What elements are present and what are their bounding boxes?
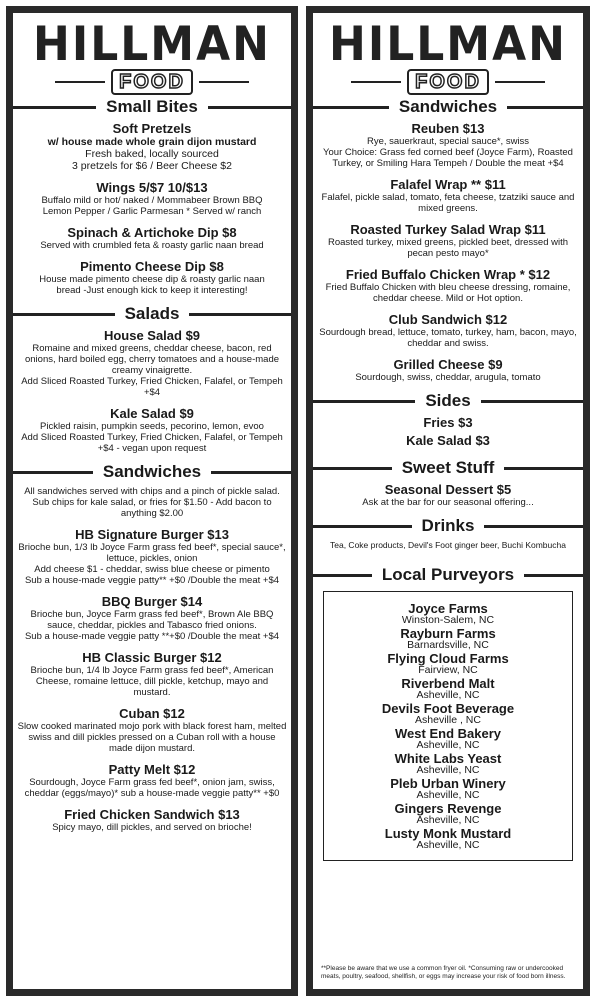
item-desc: Buffalo mild or hot/ naked / Mommabeer Brown BBQ (41, 195, 263, 206)
item-name: Wings 5/$7 10/$13 (96, 180, 208, 195)
menu-item (317, 267, 579, 304)
purveyor-location: Asheville, NC (416, 764, 480, 776)
item-desc: Brioche bun, 1/3 lb Joyce Farm grass fed beef*, special sauce*, lettuce, pickles, onion (18, 542, 286, 564)
menu-item (17, 259, 287, 296)
menu-item (17, 527, 287, 586)
item-desc: Add Sliced Roasted Turkey, Fried Chicken, Falafel, or Tempeh +$4 (21, 376, 283, 398)
divider (189, 313, 291, 316)
item-name: HB Signature Burger $13 (75, 527, 229, 542)
menu-item (17, 706, 287, 754)
item-name: BBQ Burger $14 (101, 594, 203, 609)
item-desc: Brioche bun, Joyce Farm grass fed beef*, Brown Ale BBQ sauce, cheddar, pickles and Tabasco fried onions. (30, 609, 274, 631)
divider (211, 471, 291, 474)
item-name: Patty Melt $12 (108, 762, 196, 777)
purveyor-location: Asheville, NC (416, 839, 480, 851)
menu-item (317, 415, 579, 448)
menu-item (17, 180, 287, 217)
item-desc: Roasted turkey, mixed greens, pickled beet, dressed with pecan pesto mayo* (327, 237, 569, 259)
section-title: Sandwiches (398, 97, 498, 116)
item-desc: Ask at the bar for our seasonal offering... (362, 497, 534, 508)
item-name: Cuban $12 (119, 706, 185, 721)
divider (13, 106, 96, 109)
menu-item (17, 762, 287, 799)
divider (208, 106, 291, 109)
menu-item (317, 482, 579, 508)
divider (495, 81, 545, 83)
section-salads (13, 304, 291, 324)
item-desc: 3 pretzels for $6 / Beer Cheese $2 (72, 160, 232, 172)
purveyor-item (328, 652, 568, 676)
section-title: Sandwiches (102, 462, 202, 481)
divider (313, 467, 392, 470)
menu-item (17, 807, 287, 833)
item-desc: House made pimento cheese dip & roasty garlic naan (39, 274, 265, 285)
item-desc: Sourdough, swiss, cheddar, arugula, tomato (355, 372, 541, 383)
item-desc: Pickled raisin, pumpkin seeds, pecorino, lemon, evoo (40, 421, 264, 432)
purveyor-location: Asheville, NC (416, 789, 480, 801)
purveyor-item (328, 677, 568, 701)
item-name: Fries $3 (423, 415, 473, 430)
purveyor-item (328, 602, 568, 626)
purveyor-location: Asheville, NC (416, 739, 480, 751)
menu-item (17, 328, 287, 398)
purveyor-name: Riverbend Malt (401, 676, 495, 691)
purveyor-item (328, 727, 568, 751)
item-name: Falafel Wrap ** $11 (390, 177, 506, 192)
item-desc: Spicy mayo, dill pickles, and served on brioche! (52, 822, 252, 833)
item-name: Club Sandwich $12 (388, 312, 508, 327)
purveyor-name: Pleb Urban Winery (390, 776, 506, 791)
item-name: Seasonal Dessert $5 (384, 482, 512, 497)
menu-panel-right (306, 6, 590, 996)
menu-paper-left (13, 13, 291, 989)
item-desc: Tea, Coke products, Devil's Foot ginger beer, Buchi Kombucha (330, 540, 566, 550)
brand-sub (313, 69, 583, 95)
section-sweet-stuff (313, 458, 583, 478)
purveyor-location: Winston-Salem, NC (401, 614, 495, 626)
item-desc: Your Choice: Grass fed corned beef (Joyce Farm), Roasted Turkey, or Smiling Hara Tempeh / Double the meat +$4 (323, 147, 573, 169)
item-name: Pimento Cheese Dip $8 (80, 259, 224, 274)
purveyor-location: Asheville , NC (415, 714, 481, 726)
item-desc (17, 136, 287, 148)
brand-name: HILLMAN (329, 16, 567, 73)
section-local-purveyors (313, 565, 583, 585)
divider (313, 106, 389, 109)
item-name: Fried Chicken Sandwich $13 (64, 807, 240, 822)
item-desc: Sourdough, Joyce Farm grass fed beef*, onion jam, swiss, cheddar (eggs/mayo)* sub a house-made veggie patty** +$0 (24, 777, 280, 799)
item-desc: Brioche bun, 1/4 lb Joyce Farm grass fed beef*, American Cheese, romaine lettuce, dill pickle, ketchup, mayo and mustard. (30, 665, 274, 698)
section-sides (313, 391, 583, 411)
section-title: Small Bites (106, 97, 198, 116)
section-small-bites (13, 97, 291, 117)
divider (507, 106, 583, 109)
item-name: House Salad $9 (103, 328, 201, 343)
item-desc: Sub a house-made veggie patty **+$0 /Double the meat +$4 (24, 631, 280, 642)
item-desc-bold: w/ house made whole grain dijon mustard (47, 136, 257, 148)
item-name: HB Classic Burger $12 (82, 650, 222, 665)
menu-item (317, 312, 579, 349)
item-name: Soft Pretzels (112, 121, 192, 136)
divider (55, 81, 105, 83)
item-desc: bread -Just enough kick to keep it interesting! (56, 285, 248, 296)
section-title: Drinks (421, 516, 475, 535)
item-desc: Add Sliced Roasted Turkey, Fried Chicken, Falafel, or Tempeh +$4 - vegan upon request (21, 432, 283, 454)
purveyor-item (328, 777, 568, 801)
purveyor-location: Fairview, NC (418, 664, 478, 676)
section-sandwiches (13, 462, 291, 482)
menu-paper-right (313, 13, 583, 989)
item-desc: Rye, sauerkraut, special sauce*, swiss (366, 136, 530, 147)
divider (313, 525, 412, 528)
purveyor-name: West End Bakery (395, 726, 501, 741)
section-sandwiches-right (313, 97, 583, 117)
menu-panel-left (6, 6, 298, 996)
purveyor-name: Joyce Farms (408, 601, 488, 616)
divider (313, 574, 372, 577)
item-name: Kale Salad $3 (406, 433, 490, 448)
purveyors-box (323, 591, 573, 861)
item-desc: Lemon Pepper / Garlic Parmesan * Served w/ ranch (42, 206, 262, 217)
purveyor-item (328, 827, 568, 851)
purveyor-item (328, 627, 568, 651)
purveyor-item (328, 702, 568, 726)
purveyor-location: Barnardsville, NC (407, 639, 489, 651)
item-desc: Sourdough bread, lettuce, tomato, turkey, ham, bacon, mayo, cheddar and swiss. (319, 327, 577, 349)
purveyor-location: Asheville, NC (416, 689, 480, 701)
divider (13, 313, 115, 316)
menu-item (317, 121, 579, 169)
purveyor-name: Gingers Revenge (394, 801, 502, 816)
item-name: Roasted Turkey Salad Wrap $11 (350, 222, 546, 237)
section-title: Sides (425, 391, 471, 410)
sandwich-intro: All sandwiches served with chips and a pinch of pickle salad. Sub chips for kale salad, or fries for $1.50 - Add bacon to anything $2.00 (24, 486, 280, 519)
purveyor-name: Flying Cloud Farms (387, 651, 509, 666)
item-desc: Romaine and mixed greens, cheddar cheese, bacon, red onions, hard boiled egg, cherry tomatoes and a house-made creamy vinaigrette. (24, 343, 280, 376)
item-name: Kale Salad $9 (110, 406, 194, 421)
divider (484, 525, 583, 528)
purveyor-name: White Labs Yeast (394, 751, 502, 766)
purveyor-location: Asheville, NC (416, 814, 480, 826)
section-title: Sweet Stuff (401, 458, 495, 477)
divider (199, 81, 249, 83)
brand-name: HILLMAN (33, 16, 271, 73)
brand-sub (13, 69, 291, 95)
item-name: Reuben $13 (411, 121, 485, 136)
allergy-footnote: **Please be aware that we use a common fryer oil. *Consuming raw or undercooked meats, poultry, seafood, shellfish, or eggs may increase your risk of food born illness. (321, 965, 566, 980)
item-desc: Sub a house-made veggie patty** +$0 /Double the meat +$4 (24, 575, 280, 586)
brand-food: FOOD (111, 69, 193, 95)
divider (481, 400, 583, 403)
menu-item (317, 357, 579, 383)
item-desc: Slow cooked marinated mojo pork with black forest ham, melted swiss and dill pickles pressed on a Cuban roll with a house made dijon mustard. (17, 721, 287, 754)
item-name: Fried Buffalo Chicken Wrap * $12 (345, 267, 551, 282)
divider (13, 471, 93, 474)
purveyor-item (328, 802, 568, 826)
menu-item (17, 594, 287, 642)
menu-item (17, 650, 287, 698)
divider (524, 574, 583, 577)
menu-item (17, 121, 287, 172)
divider (313, 400, 415, 403)
menu-item (317, 222, 579, 259)
divider (504, 467, 583, 470)
item-name: Spinach & Artichoke Dip $8 (67, 225, 237, 240)
item-desc: Add cheese $1 - cheddar, swiss blue cheese or pimento (34, 564, 270, 575)
purveyor-name: Lusty Monk Mustard (384, 826, 512, 841)
purveyor-item (328, 752, 568, 776)
divider (351, 81, 401, 83)
purveyor-name: Rayburn Farms (400, 626, 496, 641)
brand-food: FOOD (407, 69, 489, 95)
menu-item (17, 225, 287, 251)
item-desc: Served with crumbled feta & roasty garlic naan bread (40, 240, 264, 251)
item-desc: Fresh baked, locally sourced (85, 148, 219, 160)
item-desc: Falafel, pickle salad, tomato, feta cheese, tzatziki sauce and mixed greens. (321, 192, 575, 214)
item-name: Grilled Cheese $9 (393, 357, 503, 372)
menu-item (17, 406, 287, 454)
section-title: Local Purveyors (381, 565, 515, 584)
section-drinks (313, 516, 583, 536)
section-title: Salads (124, 304, 180, 323)
menu-item (317, 540, 579, 551)
menu-item (317, 177, 579, 214)
item-desc: Fried Buffalo Chicken with bleu cheese dressing, romaine, cheddar cheese. Mild or Hot option. (325, 282, 571, 304)
purveyor-name: Devils Foot Beverage (381, 701, 515, 716)
